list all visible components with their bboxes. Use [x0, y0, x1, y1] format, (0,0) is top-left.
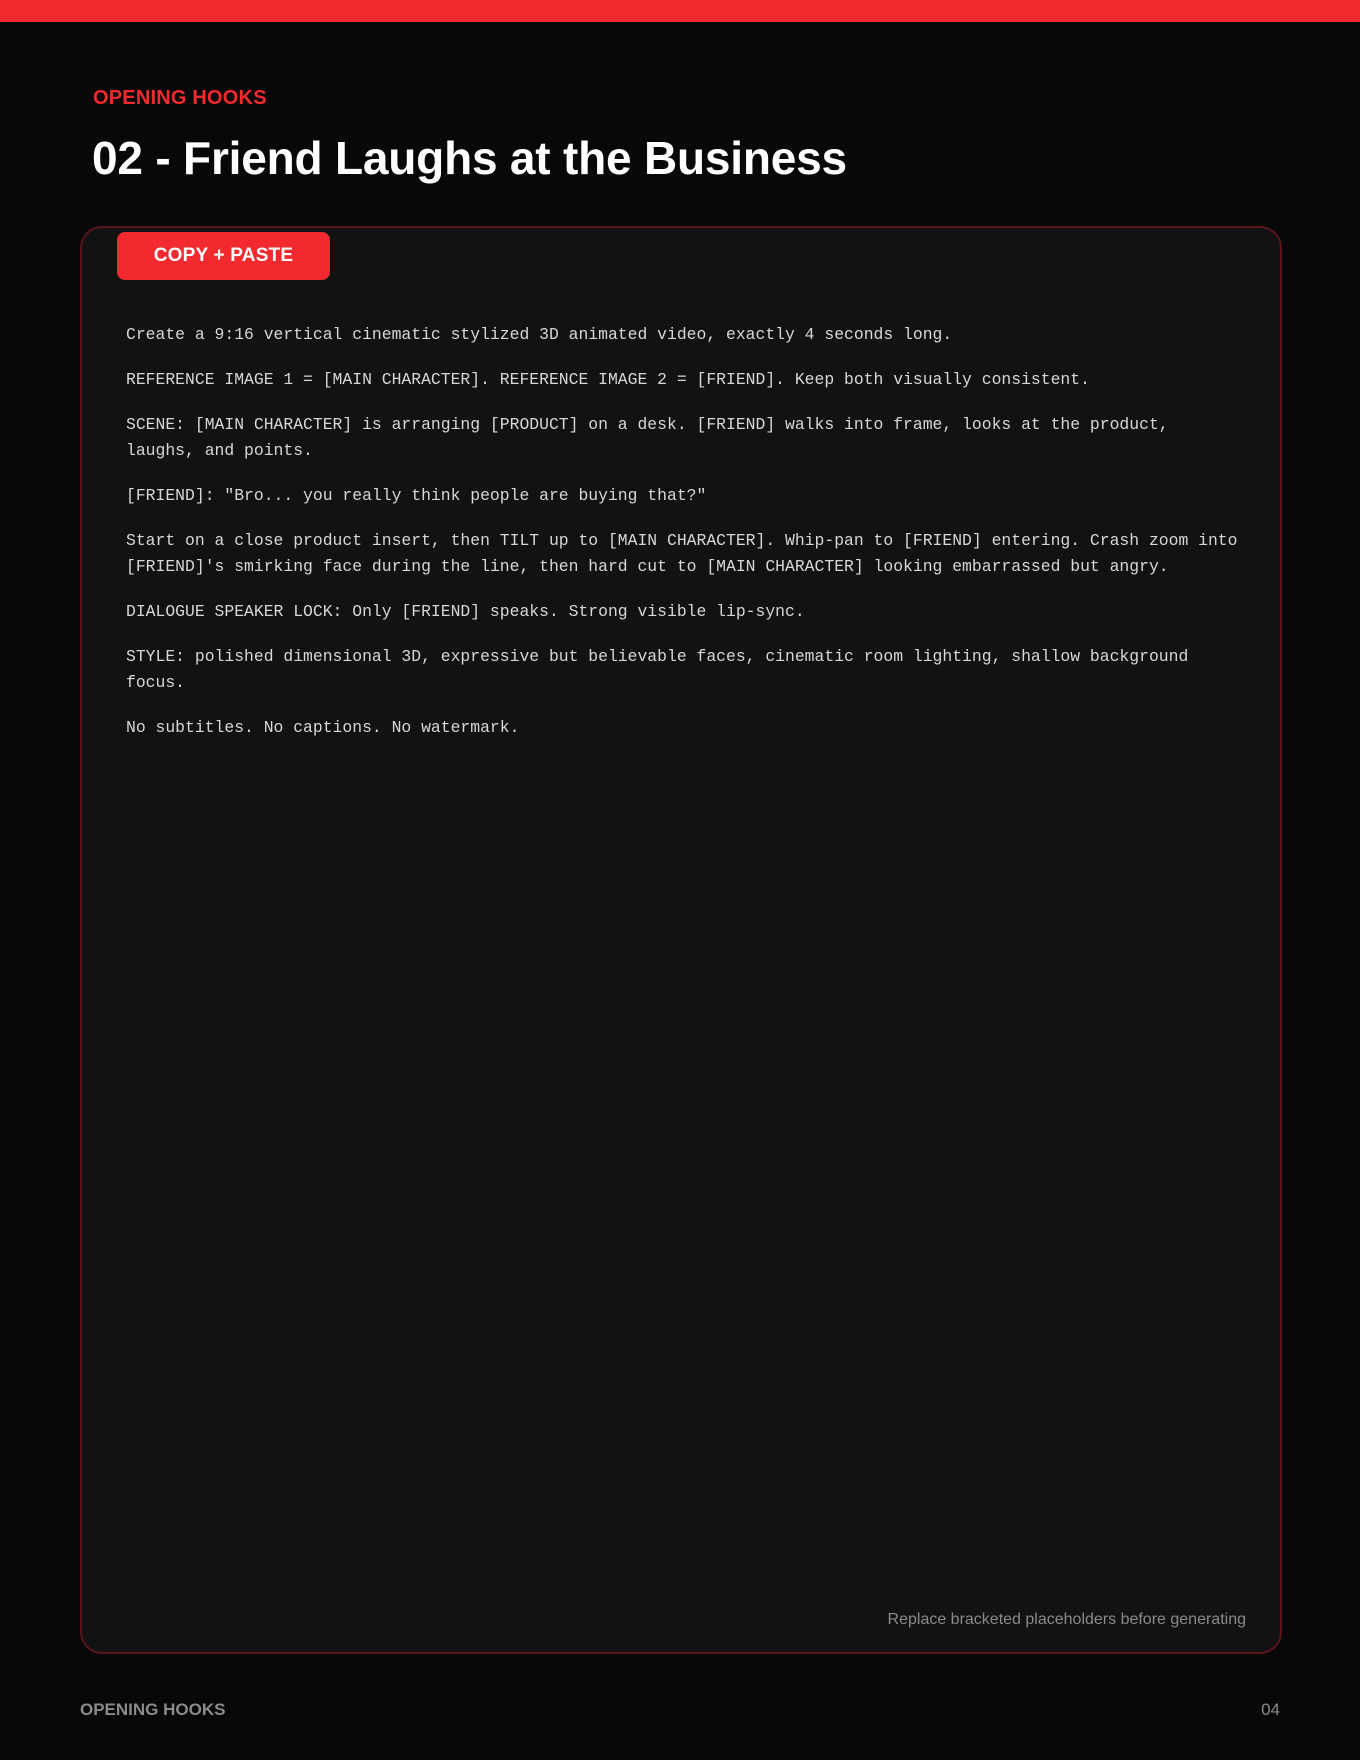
prompt-card [80, 226, 1282, 1654]
footer-page-number: 04 [1261, 1700, 1280, 1719]
prompt-paragraph: DIALOGUE SPEAKER LOCK: Only [FRIEND] speaks. Strong visible lip-sync. [126, 602, 805, 621]
placeholder-note: Replace bracketed placeholders before generating [887, 1611, 1246, 1628]
top-accent-bar [0, 0, 1360, 22]
section-eyebrow: OPENING HOOKS [93, 87, 267, 109]
copy-paste-button[interactable]: COPY + PASTE [117, 232, 330, 280]
page-title: 02 - Friend Laughs at the Business [92, 132, 847, 184]
prompt-text[interactable] [126, 322, 1246, 760]
prompt-paragraph: No subtitles. No captions. No watermark. [126, 718, 520, 737]
prompt-paragraph: STYLE: polished dimensional 3D, expressive but believable faces, cinematic room lighting, shallow background focus. [126, 647, 1189, 692]
prompt-paragraph: [FRIEND]: "Bro... you really think people are buying that?" [126, 486, 707, 505]
footer-section-label: OPENING HOOKS [80, 1700, 226, 1719]
prompt-paragraph: SCENE: [MAIN CHARACTER] is arranging [PRODUCT] on a desk. [FRIEND] walks into frame, looks at the product, laughs, and points. [126, 415, 1169, 460]
prompt-paragraph: Create a 9:16 vertical cinematic stylized 3D animated video, exactly 4 seconds long. [126, 325, 953, 344]
prompt-paragraph: Start on a close product insert, then TILT up to [MAIN CHARACTER]. Whip-pan to [FRIEND] entering. Crash zoom into [FRIEND]'s smirking face during the line, then hard cut to [MAIN CHARACTER] looking embarrassed but angry. [126, 531, 1238, 576]
prompt-paragraph: REFERENCE IMAGE 1 = [MAIN CHARACTER]. REFERENCE IMAGE 2 = [FRIEND]. Keep both visually consistent. [126, 370, 1090, 389]
